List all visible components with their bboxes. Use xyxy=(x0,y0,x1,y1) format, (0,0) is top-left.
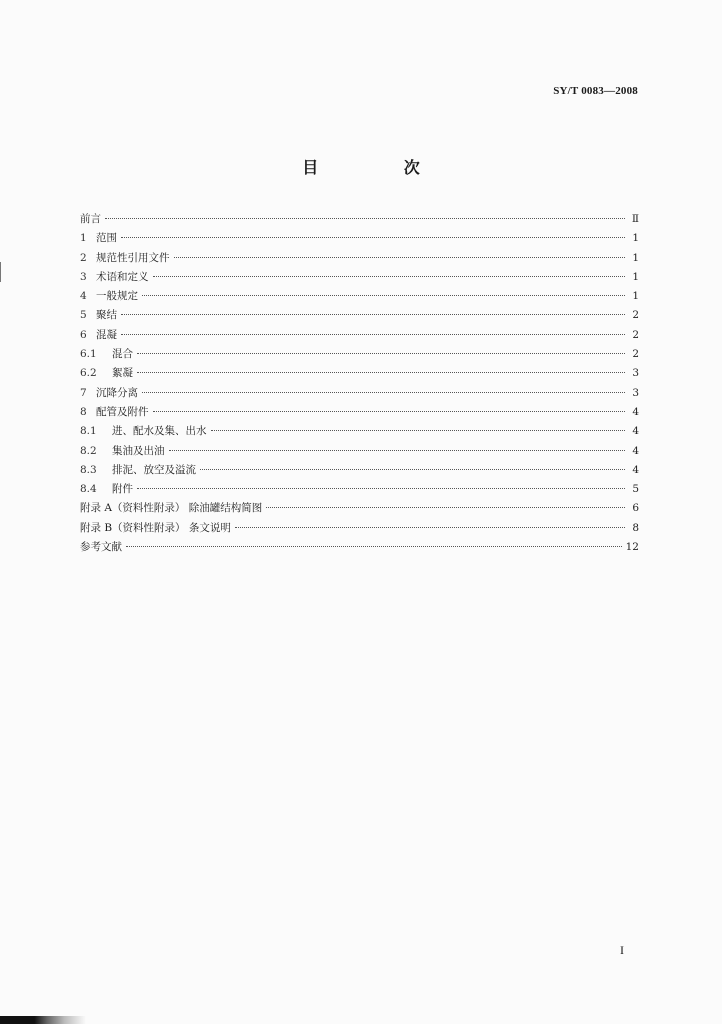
toc-dot-leader xyxy=(137,372,625,373)
toc-entry-label: 进、配水及集、出水 xyxy=(112,425,207,438)
toc-dot-leader xyxy=(137,353,625,354)
standard-code: SY/T 0083—2008 xyxy=(553,85,638,97)
toc-entry[interactable] xyxy=(80,480,639,499)
toc-entry[interactable] xyxy=(80,287,639,306)
toc-entry-page: 4 xyxy=(632,463,639,476)
toc-dot-leader xyxy=(121,237,625,238)
page-number: I xyxy=(620,943,624,957)
toc-dot-leader xyxy=(200,469,625,470)
toc-dot-leader xyxy=(211,430,626,431)
toc-entry-page: 1 xyxy=(632,270,639,283)
toc-entry-label: 范围 xyxy=(96,232,117,245)
toc-entry[interactable] xyxy=(80,403,639,422)
toc-entry-page: 2 xyxy=(632,328,639,341)
toc-dot-leader xyxy=(174,257,626,258)
toc-entry-label: 附录 B（资料性附录） 条文说明 xyxy=(80,521,231,534)
toc-entry-label: 配管及附件 xyxy=(96,405,149,418)
toc-dot-leader xyxy=(142,295,625,296)
toc-dot-leader xyxy=(126,546,622,547)
toc-dot-leader xyxy=(153,411,626,412)
toc-entry[interactable] xyxy=(80,229,639,248)
toc-entry[interactable] xyxy=(80,268,639,287)
toc-entry-label: 混合 xyxy=(112,348,133,361)
toc-dot-leader xyxy=(142,392,625,393)
scan-edge-mark xyxy=(0,262,3,282)
toc-entry-label: 聚结 xyxy=(96,309,117,322)
toc-entry-page: 2 xyxy=(632,348,639,361)
toc-entry[interactable] xyxy=(80,249,639,268)
toc-entry-number: 3 xyxy=(80,270,87,283)
toc-entry-label: 沉降分离 xyxy=(96,386,138,399)
toc-entry-number: 8.4 xyxy=(80,483,97,496)
toc-entry-number: 8.1 xyxy=(80,425,97,438)
toc-entry-number: 6.2 xyxy=(80,367,97,380)
toc-entry[interactable] xyxy=(80,422,639,441)
toc-entry-label: 集油及出油 xyxy=(112,444,165,457)
toc-entry-number: 2 xyxy=(80,251,87,264)
toc-entry-page: 1 xyxy=(632,290,639,303)
toc-entry[interactable] xyxy=(80,519,639,538)
toc-entry-page: 4 xyxy=(632,444,639,457)
toc-entry-page: 3 xyxy=(632,386,639,399)
toc-dot-leader xyxy=(137,488,625,489)
toc-dot-leader xyxy=(121,334,625,335)
toc-dot-leader xyxy=(266,507,625,508)
toc-entry[interactable] xyxy=(80,461,639,480)
toc-entry-label: 附录 A（资料性附录） 除油罐结构简图 xyxy=(80,502,263,515)
toc-entry[interactable] xyxy=(80,345,639,364)
toc-entry[interactable] xyxy=(80,306,639,325)
toc-entry-label: 一般规定 xyxy=(96,290,138,303)
toc-entry-number: 1 xyxy=(80,232,87,245)
toc-entry-number: 7 xyxy=(80,386,87,399)
toc-entry-page: Ⅱ xyxy=(631,213,639,225)
toc-entry[interactable] xyxy=(80,326,639,345)
toc-entry-page: 4 xyxy=(632,425,639,438)
toc-entry-label: 混凝 xyxy=(96,328,117,341)
toc-entry[interactable] xyxy=(80,442,639,461)
toc-entry-page: 1 xyxy=(632,232,639,245)
scan-artifact-strip xyxy=(0,1016,86,1024)
toc-entry-number: 4 xyxy=(80,290,87,303)
toc-entry-number: 8 xyxy=(80,405,87,418)
toc-entry-number: 6 xyxy=(80,328,87,341)
toc-dot-leader xyxy=(153,276,626,277)
toc-entry-number: 6.1 xyxy=(80,348,97,361)
toc-entry[interactable] xyxy=(80,210,639,229)
toc-entry-page: 12 xyxy=(625,541,639,554)
page-title: 目 次 xyxy=(302,158,460,177)
table-of-contents xyxy=(80,210,639,557)
toc-dot-leader xyxy=(235,527,625,528)
toc-entry-number: 8.3 xyxy=(80,463,97,476)
toc-entry-label: 规范性引用文件 xyxy=(96,251,170,264)
toc-dot-leader xyxy=(121,314,625,315)
toc-entry-page: 4 xyxy=(632,405,639,418)
toc-entry-label: 絮凝 xyxy=(112,367,133,380)
toc-entry-page: 1 xyxy=(632,251,639,264)
toc-entry-label: 附件 xyxy=(112,483,133,496)
toc-entry[interactable] xyxy=(80,364,639,383)
toc-entry[interactable] xyxy=(80,384,639,403)
toc-entry-page: 6 xyxy=(632,502,639,515)
toc-entry-page: 2 xyxy=(632,309,639,322)
toc-entry[interactable] xyxy=(80,499,639,518)
toc-entry-label: 前言 xyxy=(80,213,101,225)
toc-entry-label: 参考文献 xyxy=(80,541,122,554)
toc-entry-page: 8 xyxy=(632,521,639,534)
toc-entry-label: 排泥、放空及溢流 xyxy=(112,463,196,476)
toc-entry-page: 5 xyxy=(632,483,639,496)
toc-entry-number: 5 xyxy=(80,309,87,322)
toc-dot-leader xyxy=(105,218,625,219)
toc-entry-page: 3 xyxy=(632,367,639,380)
toc-dot-leader xyxy=(169,450,626,451)
toc-entry-label: 术语和定义 xyxy=(96,270,149,283)
toc-entry[interactable] xyxy=(80,538,639,557)
toc-entry-number: 8.2 xyxy=(80,444,97,457)
